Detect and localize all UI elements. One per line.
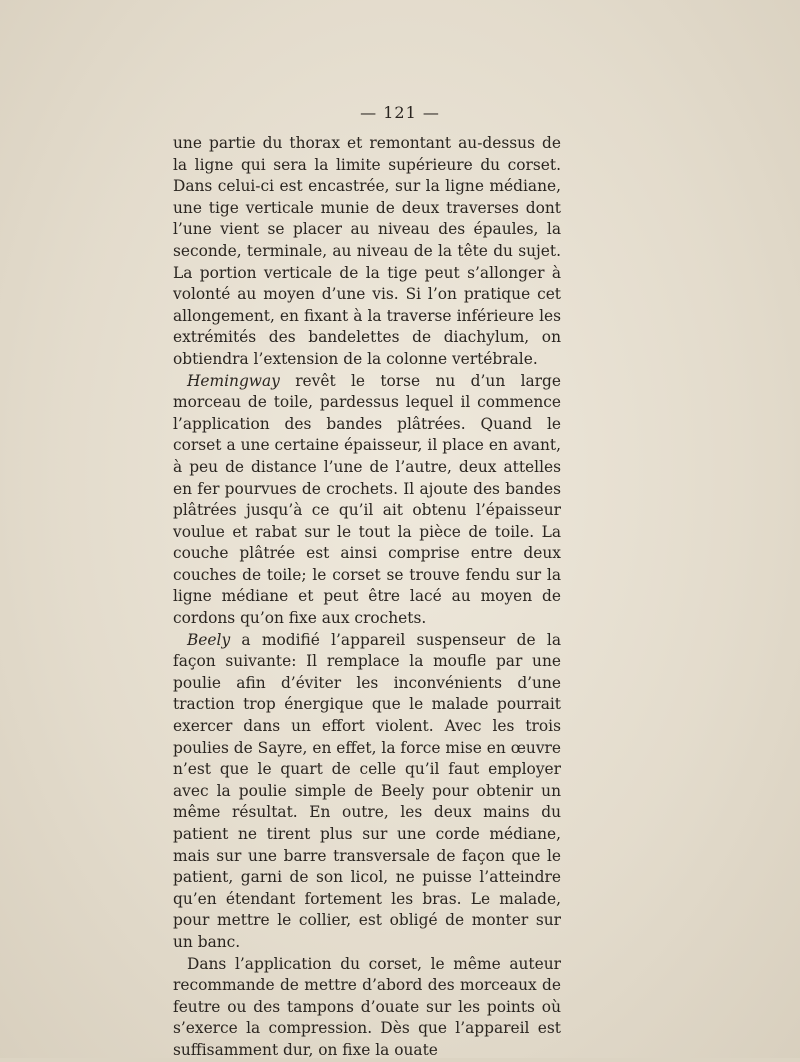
paragraph-4: Dans l’application du corset, le même auteur recommande de mettre d’abord des morceaux de feutre ou des tampons d’ouate sur les points où s’exerce la compression. Dès que l’appareil est suffisamment dur, on fixe la ouate: [173, 954, 561, 1059]
paragraph-3: [173, 630, 561, 954]
paragraph-3-text: a modifié l’appareil suspenseur de la façon suivante: Il remplace la moufle par une poulie afin d’éviter les inconvénients d’une traction trop énergique que le malade pourrait exercer dans un effort violent. Avec les trois poulies de Sayre, en effet, la force mise en œuvre n’est que le quart de celle qu’il faut employer avec la poulie simple de Beely pour obtenir un même résultat. En outre, les deux mains du patient ne tirent plus sur une corde médiane, mais sur une barre transversale de façon que le patient, garni de son licol, ne puisse l’atteindre qu’en étendant fortement les bras. Le malade, pour mettre le collier, est obligé de monter sur un banc.: [173, 630, 561, 951]
author-name-hemingway: Hemingway: [187, 371, 280, 390]
body-text: [173, 133, 561, 1062]
page-number: — 121 —: [360, 103, 440, 122]
paragraph-2: [173, 371, 561, 630]
paragraph-2-text: revêt le torse nu d’un large morceau de toile, pardessus lequel il commence l’application des bandes plâtrées. Quand le corset a une certaine épaisseur, il place en avant, à peu de distance l’une de l’autre, deux attelles en fer pourvues de crochets. Il ajoute des bandes plâtrées jusqu’à ce qu’il ait obtenu l’épaisseur voulue et rabat sur le tout la pièce de toile. La couche plâtrée est ainsi comprise entre deux couches de toile; le corset se trouve fendu sur la ligne médiane et peut être lacé au moyen de cordons qu’on fixe aux crochets.: [173, 371, 561, 628]
paragraph-1: une partie du thorax et remontant au-dessus de la ligne qui sera la limite supérieure du corset. Dans celui-ci est encastrée, sur la ligne médiane, une tige verticale munie de deux traverses dont l’une vient se placer au niveau des épaules, la seconde, terminale, au niveau de la tête du sujet. La portion verticale de la tige peut s’allonger à volonté au moyen d’une vis. Si l’on pratique cet allongement, en fixant à la traverse inférieure les extrémités des bandelettes de diachylum, on obtiendra l’extension de la colonne vertébrale.: [173, 134, 561, 368]
author-name-beely: Beely: [187, 630, 231, 649]
